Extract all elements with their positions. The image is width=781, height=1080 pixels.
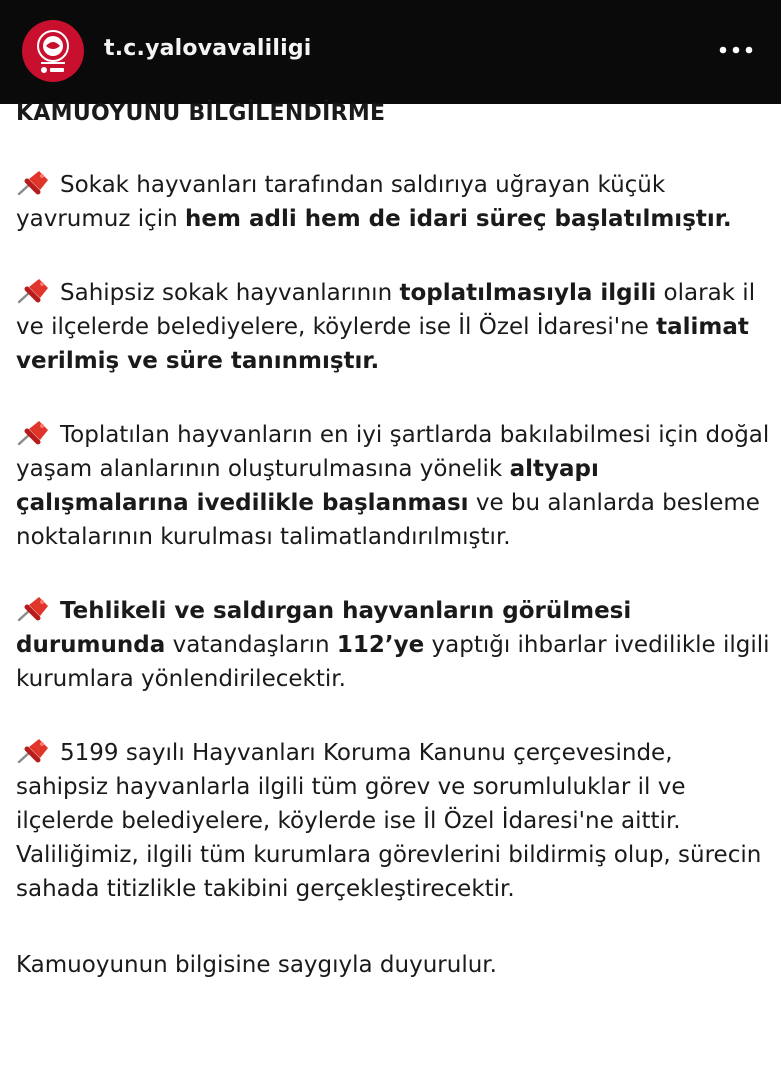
announcement-paragraph — [16, 418, 771, 554]
bold-text: toplatılmasıyla ilgili — [399, 280, 657, 306]
pushpin-icon — [16, 738, 50, 764]
announcement-paragraph — [16, 736, 771, 906]
bold-text: 112’ye — [336, 632, 425, 658]
text-segment: Sokak hayvanları tarafından saldırıya uğrayan küçük yavrumuz için — [16, 172, 666, 232]
text-segment: ve bu alanlarda besleme noktalarının kurulması talimatlandırılmıştır. — [16, 490, 760, 550]
more-horizontal-icon — [719, 46, 753, 54]
closing-line: Kamuoyunun bilgisine saygıyla duyurulur. — [16, 952, 497, 978]
announcement-body — [16, 168, 771, 906]
bold-text: altyapı çalışmalarına ivedilikle başlanması — [16, 456, 599, 516]
pushpin-icon — [16, 278, 50, 304]
bold-text: Tehlikeli ve saldırgan hayvanların görülmesi durumunda — [16, 598, 632, 658]
governorship-seal-icon — [24, 22, 82, 80]
text-segment: vatandaşların — [165, 632, 337, 658]
more-options-button[interactable] — [714, 36, 758, 64]
pushpin-icon — [16, 420, 50, 446]
pushpin-icon — [16, 170, 50, 196]
announcement-paragraph — [16, 168, 771, 236]
account-username[interactable]: t.c.yalovavaliligi — [104, 36, 312, 61]
bold-text: talimat verilmiş ve süre tanınmıştır. — [16, 314, 749, 374]
text-segment: yaptığı ihbarlar ivedilikle ilgili kurumlara yönlendirilecektir. — [16, 632, 770, 692]
text-segment: Toplatılan hayvanların en iyi şartlarda bakılabilmesi için doğal yaşam alanlarının oluşturulmasına yönelik — [16, 422, 770, 482]
text-segment: olarak il ve ilçelerde belediyelere, köylerde ise İl Özel İdaresi'ne — [16, 280, 756, 340]
bold-text: hem adli hem de idari süreç başlatılmıştır. — [185, 206, 732, 232]
profile-avatar[interactable] — [22, 20, 84, 82]
announcement-paragraph — [16, 276, 771, 378]
announcement-paragraph — [16, 594, 771, 696]
announcement-title: KAMUOYUNU BİLGİLENDİRME — [16, 101, 386, 126]
post-content — [16, 94, 771, 982]
post-header — [0, 0, 781, 104]
pushpin-icon — [16, 596, 50, 622]
text-segment: 5199 sayılı Hayvanları Koruma Kanunu çerçevesinde, sahipsiz hayvanlarla ilgili tüm görev ve sorumluluklar il ve ilçelerde belediyelere, köylerde ise İl Özel İdaresi'ne aittir. Valiliğimiz, ilgili tüm kurumlara görevlerini bildirmiş olup, sürecin sahada titizlikle takibini gerçekleştirecektir. — [16, 740, 762, 902]
text-segment: Sahipsiz sokak hayvanlarının — [60, 280, 400, 306]
